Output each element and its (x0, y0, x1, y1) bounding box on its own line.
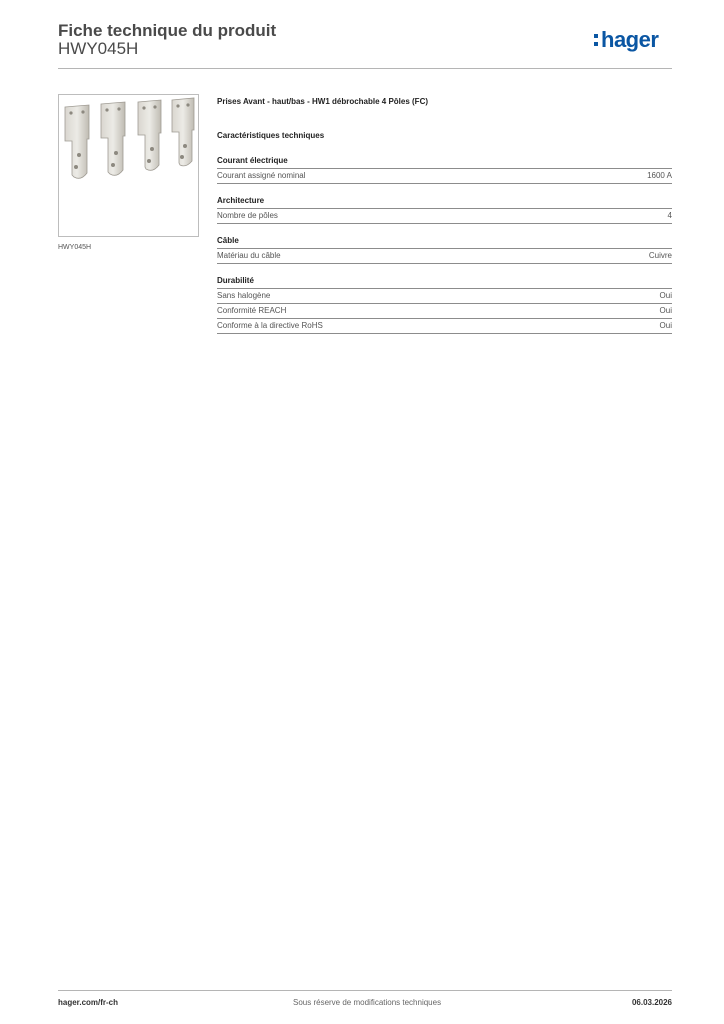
spec-row (217, 290, 672, 304)
spec-value: 4 (667, 211, 672, 220)
footer-divider (58, 990, 672, 991)
spec-label: Nombre de pôles (217, 211, 278, 220)
spec-value: Cuivre (648, 251, 672, 260)
logo-text: hager (601, 27, 659, 52)
spec-row (217, 170, 672, 184)
image-caption: HWY045H (58, 244, 92, 251)
hager-logo-icon (593, 27, 673, 57)
spec-label: Sans halogène (217, 291, 271, 300)
spec-label: Courant assigné nominal (217, 171, 306, 180)
hager-logo (593, 27, 673, 57)
product-reference: HWY045H (58, 39, 139, 58)
spec-label: Conforme à la directive RoHS (217, 321, 323, 330)
specs-heading: Caractéristiques techniques (217, 131, 325, 140)
spec-value: Oui (659, 306, 672, 315)
group-title: Courant électrique (217, 155, 672, 169)
spec-group-architecture (217, 195, 672, 224)
product-image (58, 94, 199, 237)
spec-label: Conformité REACH (217, 306, 287, 315)
spec-content (217, 96, 672, 345)
page-title: Fiche technique du produit (58, 21, 277, 40)
group-title: Architecture (217, 195, 672, 209)
spec-row (217, 305, 672, 319)
spec-group-durability (217, 275, 672, 334)
spec-value: 1600 A (647, 171, 672, 180)
spec-value: Oui (659, 291, 672, 300)
spec-group-electrical (217, 155, 672, 184)
product-description: Prises Avant - haut/bas - HW1 débrochable 4 Pôles (FC) (217, 97, 429, 106)
group-title: Câble (217, 235, 672, 249)
header-divider (58, 68, 672, 69)
product-photo-icon (59, 95, 198, 236)
spec-label: Matériau du câble (217, 251, 281, 260)
footer-website-link[interactable]: hager.com/fr-ch (58, 998, 119, 1007)
spec-row (217, 210, 672, 224)
spec-row (217, 250, 672, 264)
footer-disclaimer: Sous réserve de modifications techniques (293, 998, 442, 1007)
spec-row (217, 320, 672, 334)
spec-value: Oui (659, 321, 672, 330)
spec-group-cable (217, 235, 672, 264)
group-title: Durabilité (217, 275, 672, 289)
footer-date: 06.03.2026 (631, 998, 672, 1007)
